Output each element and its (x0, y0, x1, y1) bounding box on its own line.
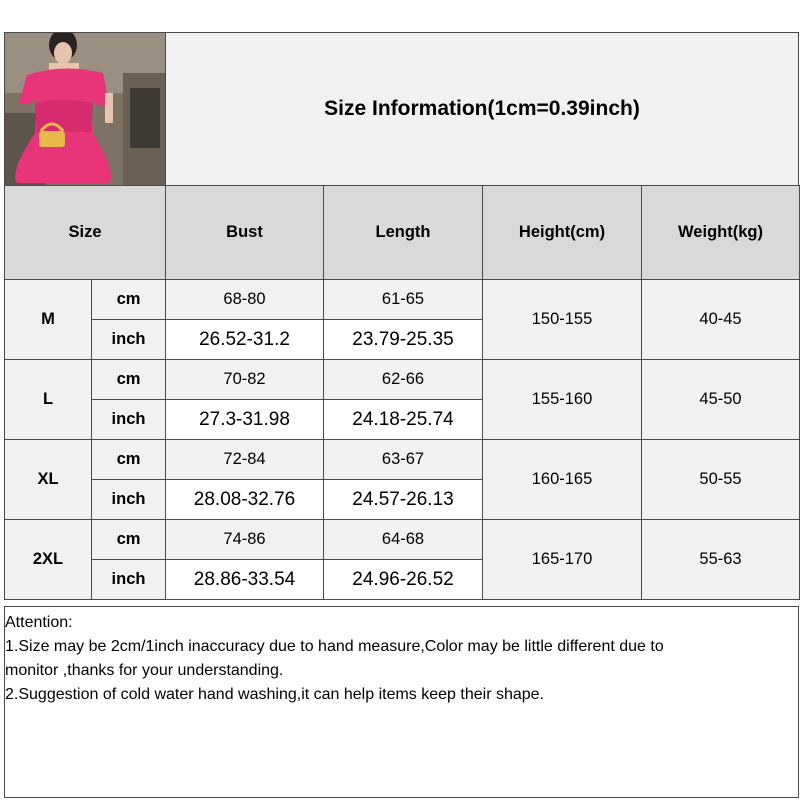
table-header-row (5, 186, 800, 280)
bust-value: 28.86-33.54 (166, 560, 324, 600)
size-label: M (5, 280, 92, 360)
length-value: 62-66 (324, 360, 483, 400)
size-label: XL (5, 440, 92, 520)
unit-label: inch (92, 560, 166, 600)
table-row (5, 360, 800, 400)
height-value: 150-155 (483, 280, 642, 360)
product-photo (4, 32, 166, 186)
length-value: 24.96-26.52 (324, 560, 483, 600)
height-value: 155-160 (483, 360, 642, 440)
weight-value: 40-45 (642, 280, 800, 360)
size-label: L (5, 360, 92, 440)
dress-model-image (5, 33, 166, 186)
column-header-bust: Bust (166, 186, 324, 280)
table-row (5, 280, 800, 320)
unit-label: cm (92, 440, 166, 480)
table-row (5, 520, 800, 560)
bust-value: 26.52-31.2 (166, 320, 324, 360)
notes-heading: Attention: (5, 614, 73, 631)
unit-label: inch (92, 400, 166, 440)
bust-value: 28.08-32.76 (166, 480, 324, 520)
note-line-2: 2.Suggestion of cold water hand washing,it can help items keep their shape. (5, 686, 544, 703)
size-label: 2XL (5, 520, 92, 600)
unit-label: cm (92, 520, 166, 560)
column-header-length: Length (324, 186, 483, 280)
column-header-height: Height(cm) (483, 186, 642, 280)
length-value: 64-68 (324, 520, 483, 560)
table-row (5, 440, 800, 480)
weight-value: 55-63 (642, 520, 800, 600)
unit-label: cm (92, 360, 166, 400)
bust-value: 70-82 (166, 360, 324, 400)
bust-value: 74-86 (166, 520, 324, 560)
length-value: 24.18-25.74 (324, 400, 483, 440)
note-line-1: 1.Size may be 2cm/1inch inaccuracy due to hand measure,Color may be little different due to (5, 638, 664, 655)
weight-value: 50-55 (642, 440, 800, 520)
column-header-weight: Weight(kg) (642, 186, 800, 280)
attention-notes (4, 606, 799, 798)
unit-label: inch (92, 480, 166, 520)
bust-value: 72-84 (166, 440, 324, 480)
bust-value: 27.3-31.98 (166, 400, 324, 440)
size-info-header (165, 32, 799, 186)
unit-label: inch (92, 320, 166, 360)
weight-value: 45-50 (642, 360, 800, 440)
length-value: 63-67 (324, 440, 483, 480)
unit-label: cm (92, 280, 166, 320)
height-value: 160-165 (483, 440, 642, 520)
length-value: 23.79-25.35 (324, 320, 483, 360)
note-line-1-continued: monitor ,thanks for your understanding. (5, 662, 284, 679)
size-table (4, 185, 800, 600)
length-value: 61-65 (324, 280, 483, 320)
column-header-size: Size (5, 186, 166, 280)
height-value: 165-170 (483, 520, 642, 600)
page-title: Size Information(1cm=0.39inch) (324, 97, 640, 120)
bust-value: 68-80 (166, 280, 324, 320)
length-value: 24.57-26.13 (324, 480, 483, 520)
